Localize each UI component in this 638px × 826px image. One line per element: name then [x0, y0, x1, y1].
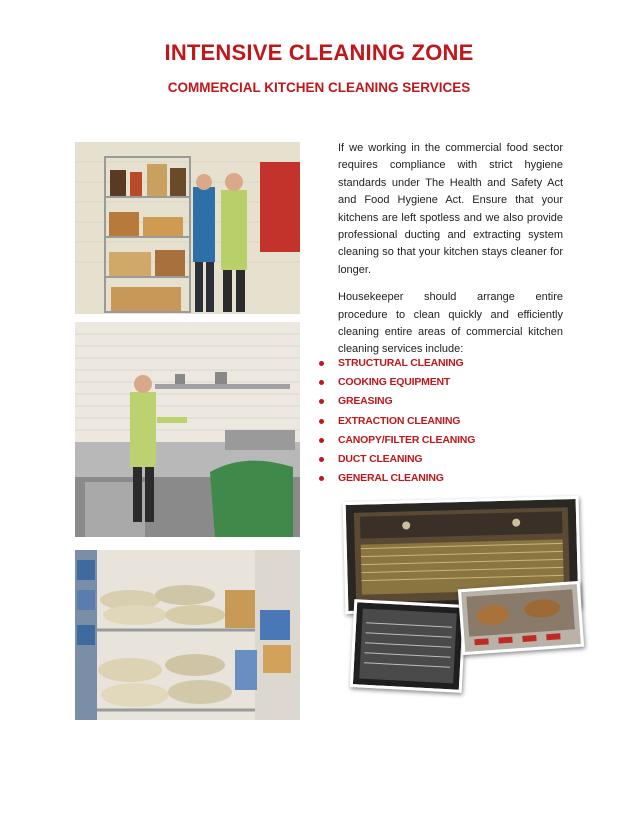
list-item: GENERAL CLEANING	[316, 469, 576, 488]
intro-text	[338, 140, 563, 369]
page-title: INTENSIVE CLEANING ZONE	[164, 40, 474, 65]
list-item: CANOPY/FILTER CLEANING	[316, 431, 576, 450]
bullet-icon	[319, 380, 324, 385]
bullet-icon	[319, 419, 324, 424]
procedure-paragraph: Housekeeper should arrange entire procedure to clean quickly and efficiently cleaning entire areas of commercial kitchen cleaning services include:	[338, 291, 563, 356]
list-item: DUCT CLEANING	[316, 450, 576, 469]
list-item: GREASING	[316, 392, 576, 411]
storeroom-staff-photo	[75, 142, 300, 314]
list-item: STRUCTURAL CLEANING	[316, 354, 576, 373]
dry-store-photo	[75, 550, 300, 720]
list-item: EXTRACTION CLEANING	[316, 412, 576, 431]
bullet-icon	[319, 399, 324, 404]
intro-paragraph: If we working in the commercial food sector requires compliance with strict hygiene standards under The Health and Safety Act and Food Hygiene Act. Ensure that your kitchens are left spotless and we also provide professional ducting and extracting system cleaning so that your kitchen stays cleaner for longer.	[338, 142, 563, 276]
bullet-icon	[319, 476, 324, 481]
oven-cleaning-collage	[338, 495, 588, 665]
clean-oven-photo	[350, 599, 466, 693]
oven-rack-photo	[458, 581, 584, 655]
sink-area-photo	[75, 322, 300, 537]
services-list	[316, 354, 576, 488]
page-subtitle: COMMERCIAL KITCHEN CLEANING SERVICES	[167, 80, 471, 95]
list-item: COOKING EQUIPMENT	[316, 373, 576, 392]
bullet-icon	[319, 457, 324, 462]
bullet-icon	[319, 438, 324, 443]
bullet-icon	[319, 361, 324, 366]
